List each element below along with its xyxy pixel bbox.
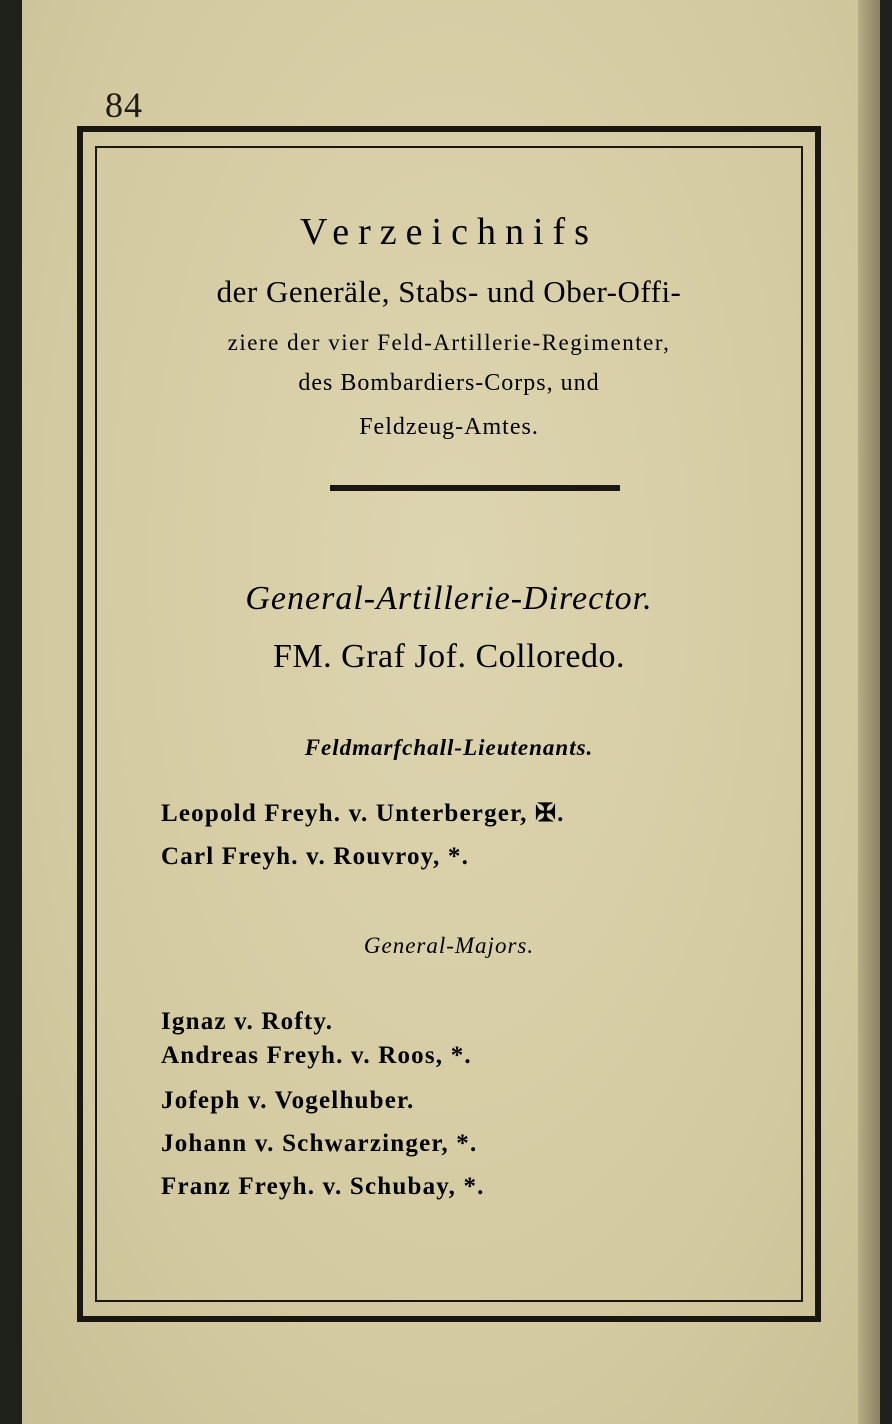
list-item: Jofeph v. Vogelhuber. [161, 1087, 415, 1114]
subtitle-line-4: Feldzeug-Amtes. [359, 414, 539, 440]
general-majors-heading: General-Majors. [363, 933, 535, 958]
list-item: Andreas Freyh. v. Roos, *. [161, 1042, 472, 1069]
list-item: Carl Freyh. v. Rouvroy, *. [161, 843, 470, 870]
subtitle-line-2: ziere der vier Feld-Artillerie-Regimenter, [227, 330, 671, 355]
subtitle-line-1: der Generäle, Stabs- und Ober-Offi- [216, 274, 682, 309]
list-item: Leopold Freyh. v. Unterberger, ✠. [161, 800, 565, 827]
page-title: Verzeichnifs [300, 211, 598, 253]
inner-border [95, 146, 803, 1302]
subtitle-line-3: des Bombardiers-Corps, und [298, 370, 600, 396]
divider-rule [330, 485, 620, 491]
fml-heading: Feldmarfchall-Lieutenants. [304, 735, 594, 760]
page-gutter [858, 0, 880, 1424]
list-item: Johann v. Schwarzinger, *. [161, 1130, 478, 1157]
director-heading: General-Artillerie-Director. [245, 580, 653, 617]
list-item: Ignaz v. Rofty. [161, 1008, 334, 1035]
list-item: Franz Freyh. v. Schubay, *. [161, 1173, 485, 1200]
page-number: 84 [105, 85, 143, 125]
director-name: FM. Graf Jof. Colloredo. [273, 638, 625, 675]
